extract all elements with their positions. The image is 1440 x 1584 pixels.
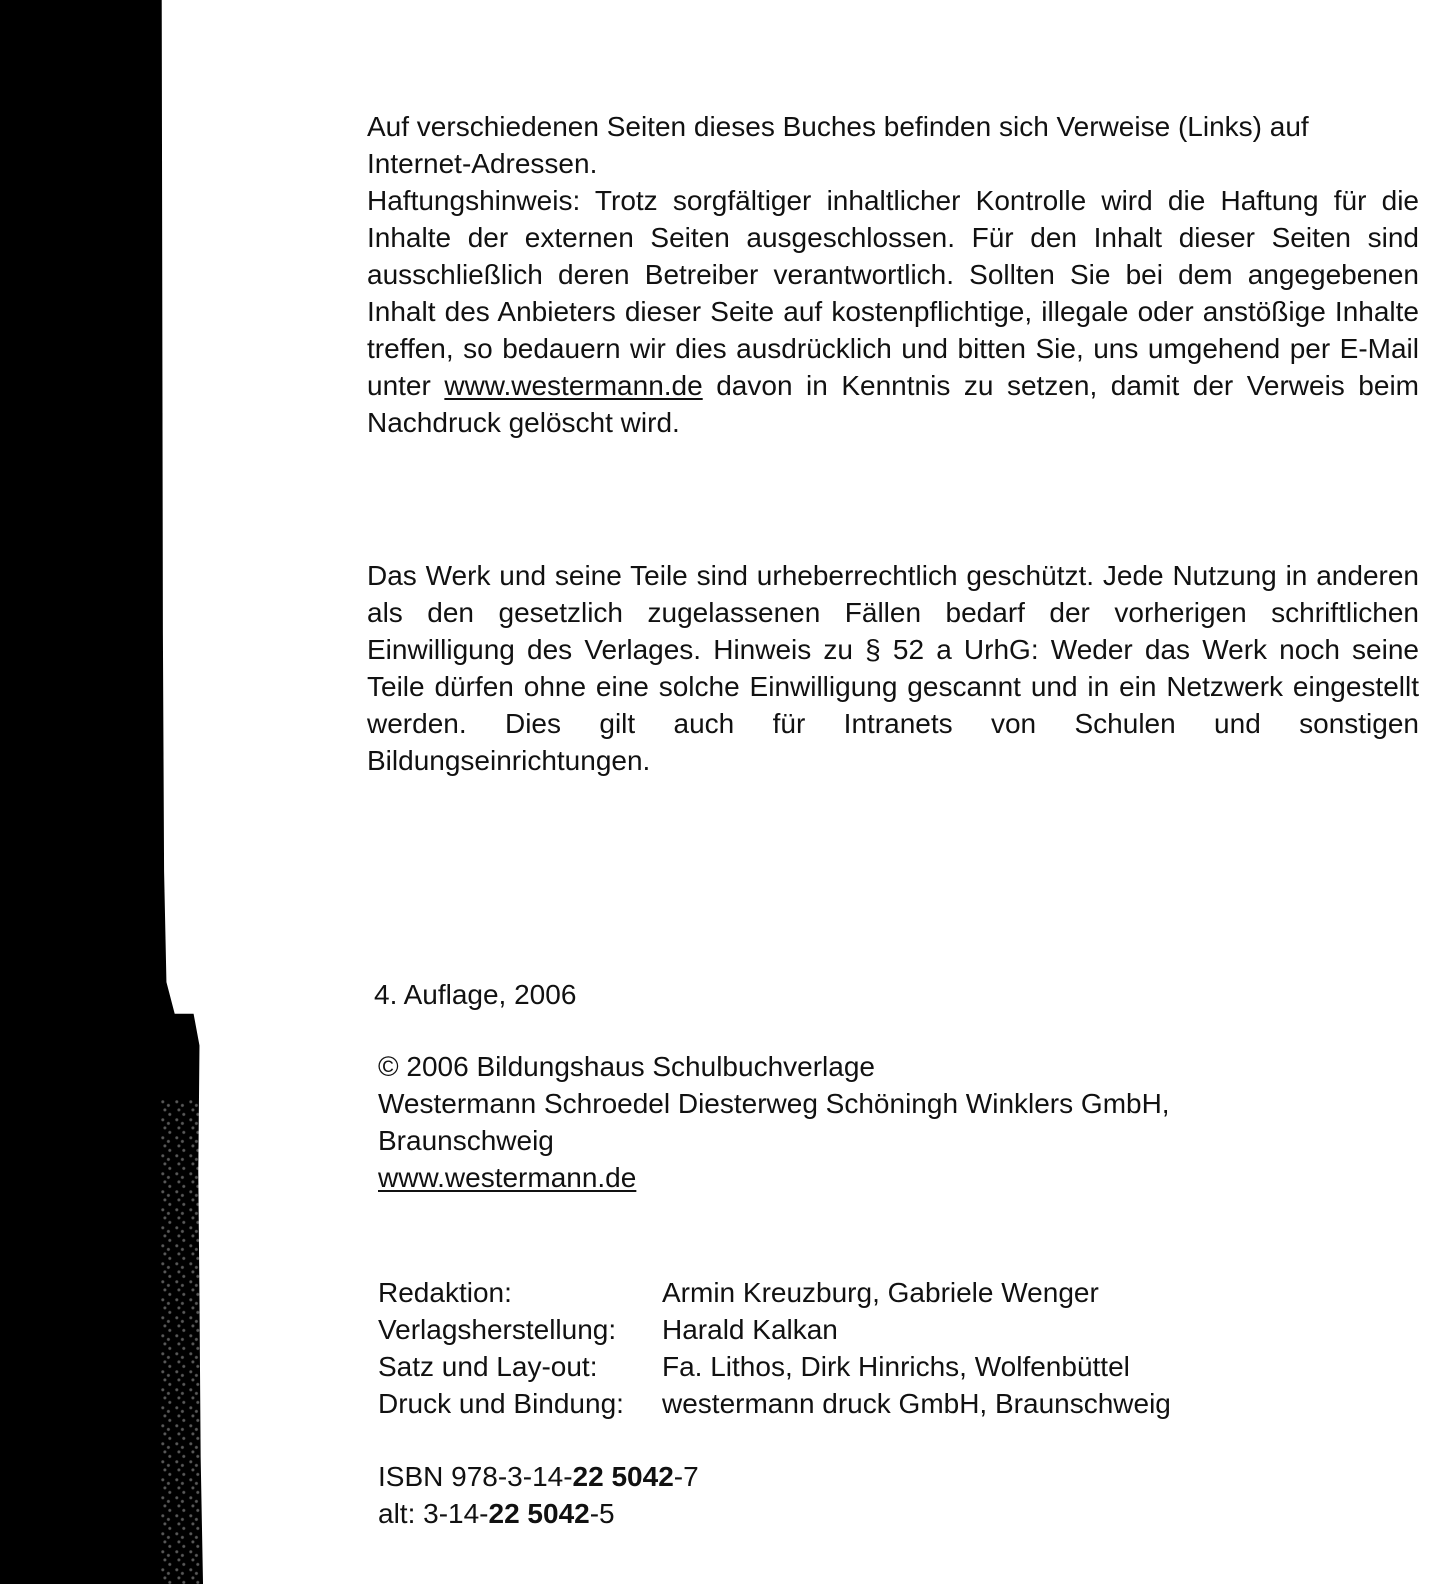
credit-value: Fa. Lithos, Dirk Hinrichs, Wolfenbüttel bbox=[662, 1351, 1130, 1382]
edition-info: 4. Auflage, 2006 bbox=[374, 979, 577, 1010]
credit-label: Verlagsherstellung: bbox=[378, 1314, 617, 1345]
isbn-block bbox=[378, 1458, 699, 1532]
scan-black-edge bbox=[0, 0, 157, 1584]
credit-label: Redaktion: bbox=[378, 1277, 512, 1308]
disclaimer-text-before: Haftungshinweis: Trotz sorgfältiger inhaltlicher Kontrolle wird die Haftung für die Inhalte der externen Seiten ausgeschlossen. Für den Inhalt dieser Seiten sind ausschließlich deren Betreiber verantwortlich. Sollten Sie bei dem angegebenen Inhalt des Anbieters dieser Seite auf kostenpflichtige, illegale oder anstößige Inhalte treffen, so bedauern wir dies ausdrücklich und bitten Sie, uns umgehend per E-Mail unter bbox=[367, 185, 1419, 401]
internet-links-notice bbox=[367, 108, 1419, 441]
isbn-13-bold: 22 5042 bbox=[572, 1461, 674, 1492]
isbn-10 bbox=[378, 1495, 699, 1532]
notice-line-1: Auf verschiedenen Seiten dieses Buches befinden sich Verweise (Links) auf bbox=[367, 111, 1309, 142]
credits-row bbox=[378, 1348, 1171, 1385]
credit-label: Satz und Lay-out: bbox=[378, 1351, 598, 1382]
publisher-copyright-line: © 2006 Bildungshaus Schulbuchverlage bbox=[378, 1051, 875, 1082]
disclaimer-text-after: davon in Kenntnis zu setzen, damit der Verweis beim Nachdruck gelöscht wird. bbox=[367, 370, 1420, 438]
credits-row bbox=[378, 1274, 1171, 1311]
isbn-13 bbox=[378, 1458, 699, 1495]
notice-line-2: Internet-Adressen. bbox=[367, 148, 598, 179]
isbn-10-prefix: alt: 3-14- bbox=[378, 1498, 489, 1529]
credits-table bbox=[378, 1274, 1171, 1422]
scan-binding-shadow bbox=[157, 0, 216, 1584]
copyright-notice bbox=[367, 557, 1419, 779]
disclaimer-website-link[interactable]: www.westermann.de bbox=[444, 370, 703, 401]
isbn-13-prefix: ISBN 978-3-14- bbox=[378, 1461, 573, 1492]
publisher-name: Westermann Schroedel Diesterweg Schöningh Winklers GmbH, bbox=[378, 1088, 1170, 1119]
isbn-10-suffix: -5 bbox=[589, 1498, 615, 1529]
credits-row bbox=[378, 1385, 1171, 1422]
credit-value: Harald Kalkan bbox=[662, 1314, 838, 1345]
copyright-notice-text: Das Werk und seine Teile sind urheberrechtlich geschützt. Jede Nutzung in anderen als den gesetzlich zugelassenen Fällen bedarf der vorherigen schriftlichen Einwilligung des Verlages. Hinweis zu § 52 a UrhG: Weder das Werk noch seine Teile dürfen ohne eine solche Einwilligung gescannt und in ein Netzwerk eingestellt werden. Dies gilt auch für Intranets von Schulen und sonstigen Bildungseinrichtungen. bbox=[367, 560, 1419, 776]
credits-row bbox=[378, 1311, 1171, 1348]
credit-value: westermann druck GmbH, Braunschweig bbox=[662, 1388, 1171, 1419]
publisher-block bbox=[378, 1048, 1170, 1196]
isbn-10-bold: 22 5042 bbox=[488, 1498, 590, 1529]
liability-disclaimer bbox=[367, 182, 1419, 441]
isbn-13-suffix: -7 bbox=[673, 1461, 699, 1492]
credit-value: Armin Kreuzburg, Gabriele Wenger bbox=[662, 1277, 1099, 1308]
publisher-city: Braunschweig bbox=[378, 1125, 554, 1156]
credit-label: Druck und Bindung: bbox=[378, 1388, 624, 1419]
publisher-website-link[interactable]: www.westermann.de bbox=[378, 1162, 637, 1193]
